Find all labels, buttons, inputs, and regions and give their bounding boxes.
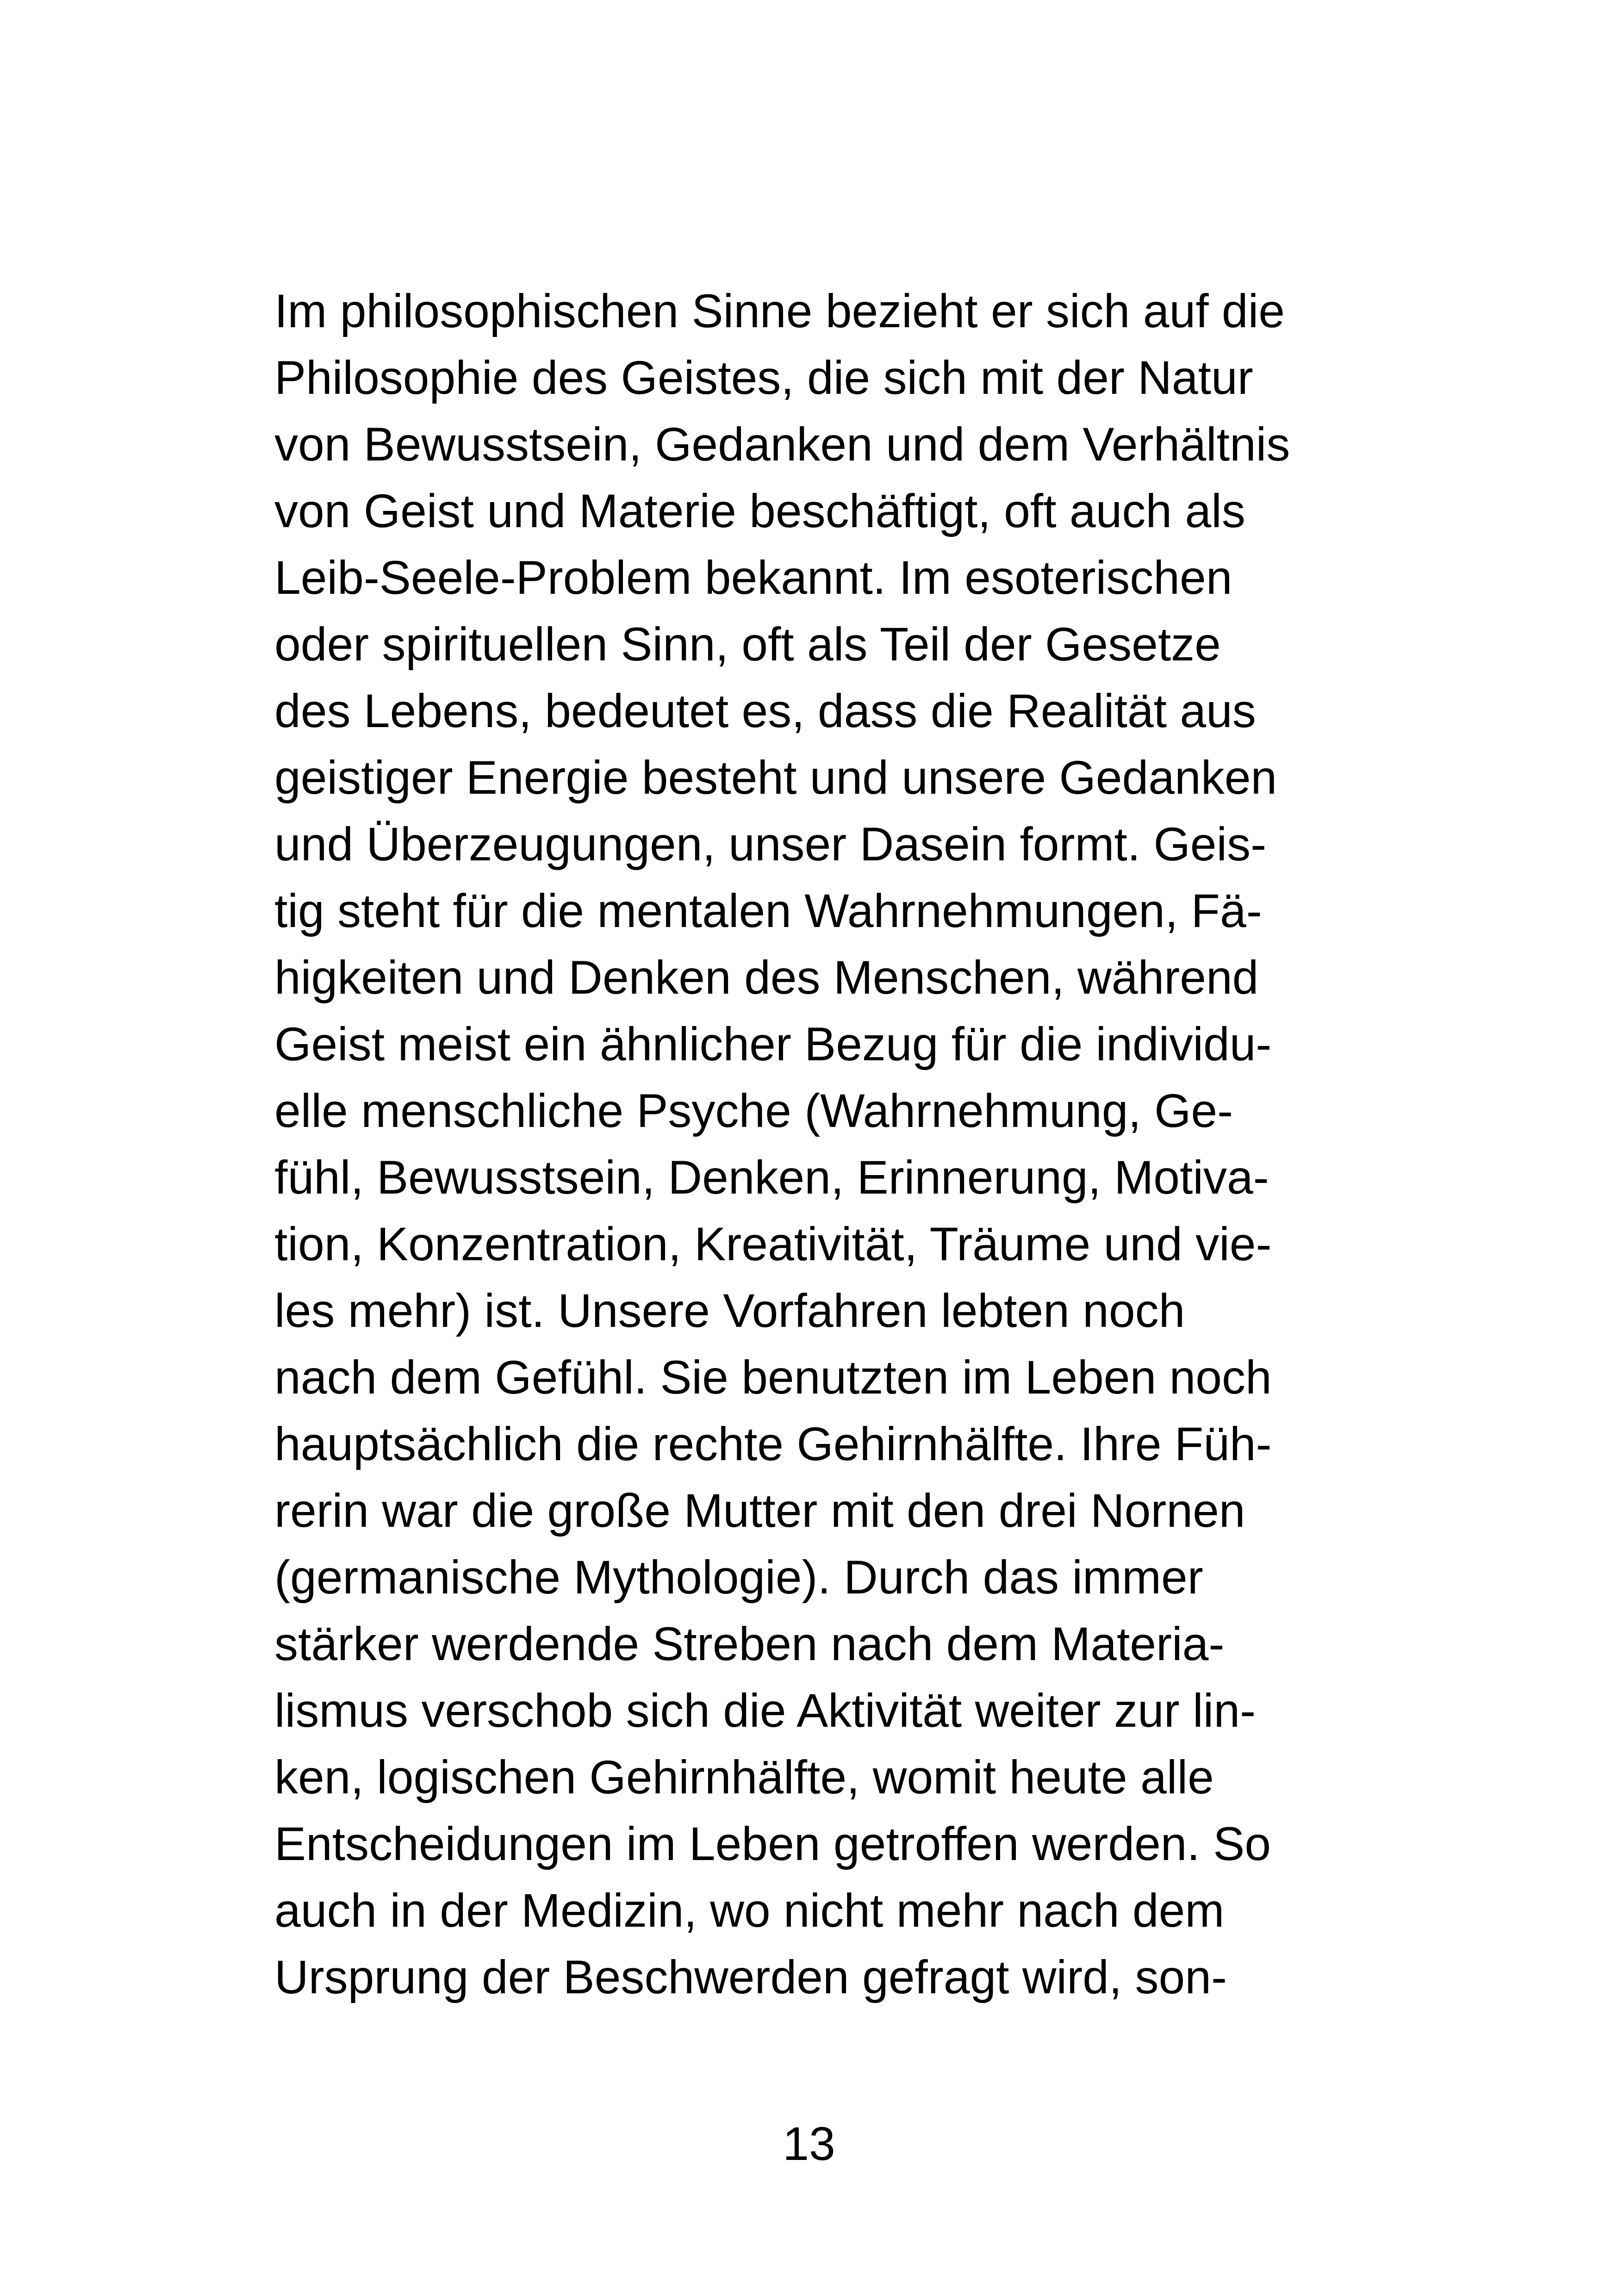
text-line: Geist meist ein ähnlicher Bezug für die individu- bbox=[274, 1018, 1272, 1070]
text-line: ken, logischen Gehirnhälfte, womit heute alle bbox=[274, 1751, 1214, 1804]
text-line: Im philosophischen Sinne bezieht er sich auf die bbox=[274, 285, 1285, 337]
text-line: nach dem Gefühl. Sie benutzten im Leben noch bbox=[274, 1351, 1272, 1404]
text-line: stärker werdende Streben nach dem Materia- bbox=[274, 1618, 1225, 1670]
page-number: 13 bbox=[783, 2117, 835, 2170]
text-line: Entscheidungen im Leben getroffen werden. So bbox=[274, 1817, 1271, 1870]
text-line: Philosophie des Geistes, die sich mit der Natur bbox=[274, 351, 1253, 404]
text-line: fühl, Bewusstsein, Denken, Erinnerung, Motiva- bbox=[274, 1151, 1269, 1204]
text-line: des Lebens, bedeutet es, dass die Realität aus bbox=[274, 684, 1256, 737]
text-line: lismus verschob sich die Aktivität weiter zur lin- bbox=[274, 1684, 1256, 1737]
text-line: auch in der Medizin, wo nicht mehr nach dem bbox=[274, 1884, 1225, 1937]
text-line: (germanische Mythologie). Durch das immer bbox=[274, 1551, 1203, 1604]
text-line: von Geist und Materie beschäftigt, oft auch als bbox=[274, 485, 1245, 537]
body-text bbox=[274, 278, 1385, 2010]
text-line: hauptsächlich die rechte Gehirnhälfte. Ihre Füh- bbox=[274, 1418, 1272, 1470]
text-line: oder spirituellen Sinn, oft als Teil der Gesetze bbox=[274, 618, 1221, 671]
text-line: les mehr) ist. Unsere Vorfahren lebten noch bbox=[274, 1284, 1185, 1337]
text-line: von Bewusstsein, Gedanken und dem Verhältnis bbox=[274, 418, 1290, 471]
text-line: higkeiten und Denken des Menschen, während bbox=[274, 951, 1259, 1004]
text-line: tig steht für die mentalen Wahrnehmungen, Fä- bbox=[274, 884, 1262, 937]
text-line: elle menschliche Psyche (Wahrnehmung, Ge- bbox=[274, 1084, 1233, 1137]
text-line: rerin war die große Mutter mit den drei Nornen bbox=[274, 1484, 1245, 1537]
text-line: und Überzeugungen, unser Dasein formt. Geis- bbox=[274, 818, 1267, 871]
text-line: geistiger Energie besteht und unsere Gedanken bbox=[274, 751, 1277, 804]
text-line: Leib-Seele-Problem bekannt. Im esoterischen bbox=[274, 551, 1232, 604]
text-line: Ursprung der Beschwerden gefragt wird, son- bbox=[274, 1951, 1227, 2004]
text-line: tion, Konzentration, Kreativität, Träume und vie- bbox=[274, 1218, 1272, 1270]
